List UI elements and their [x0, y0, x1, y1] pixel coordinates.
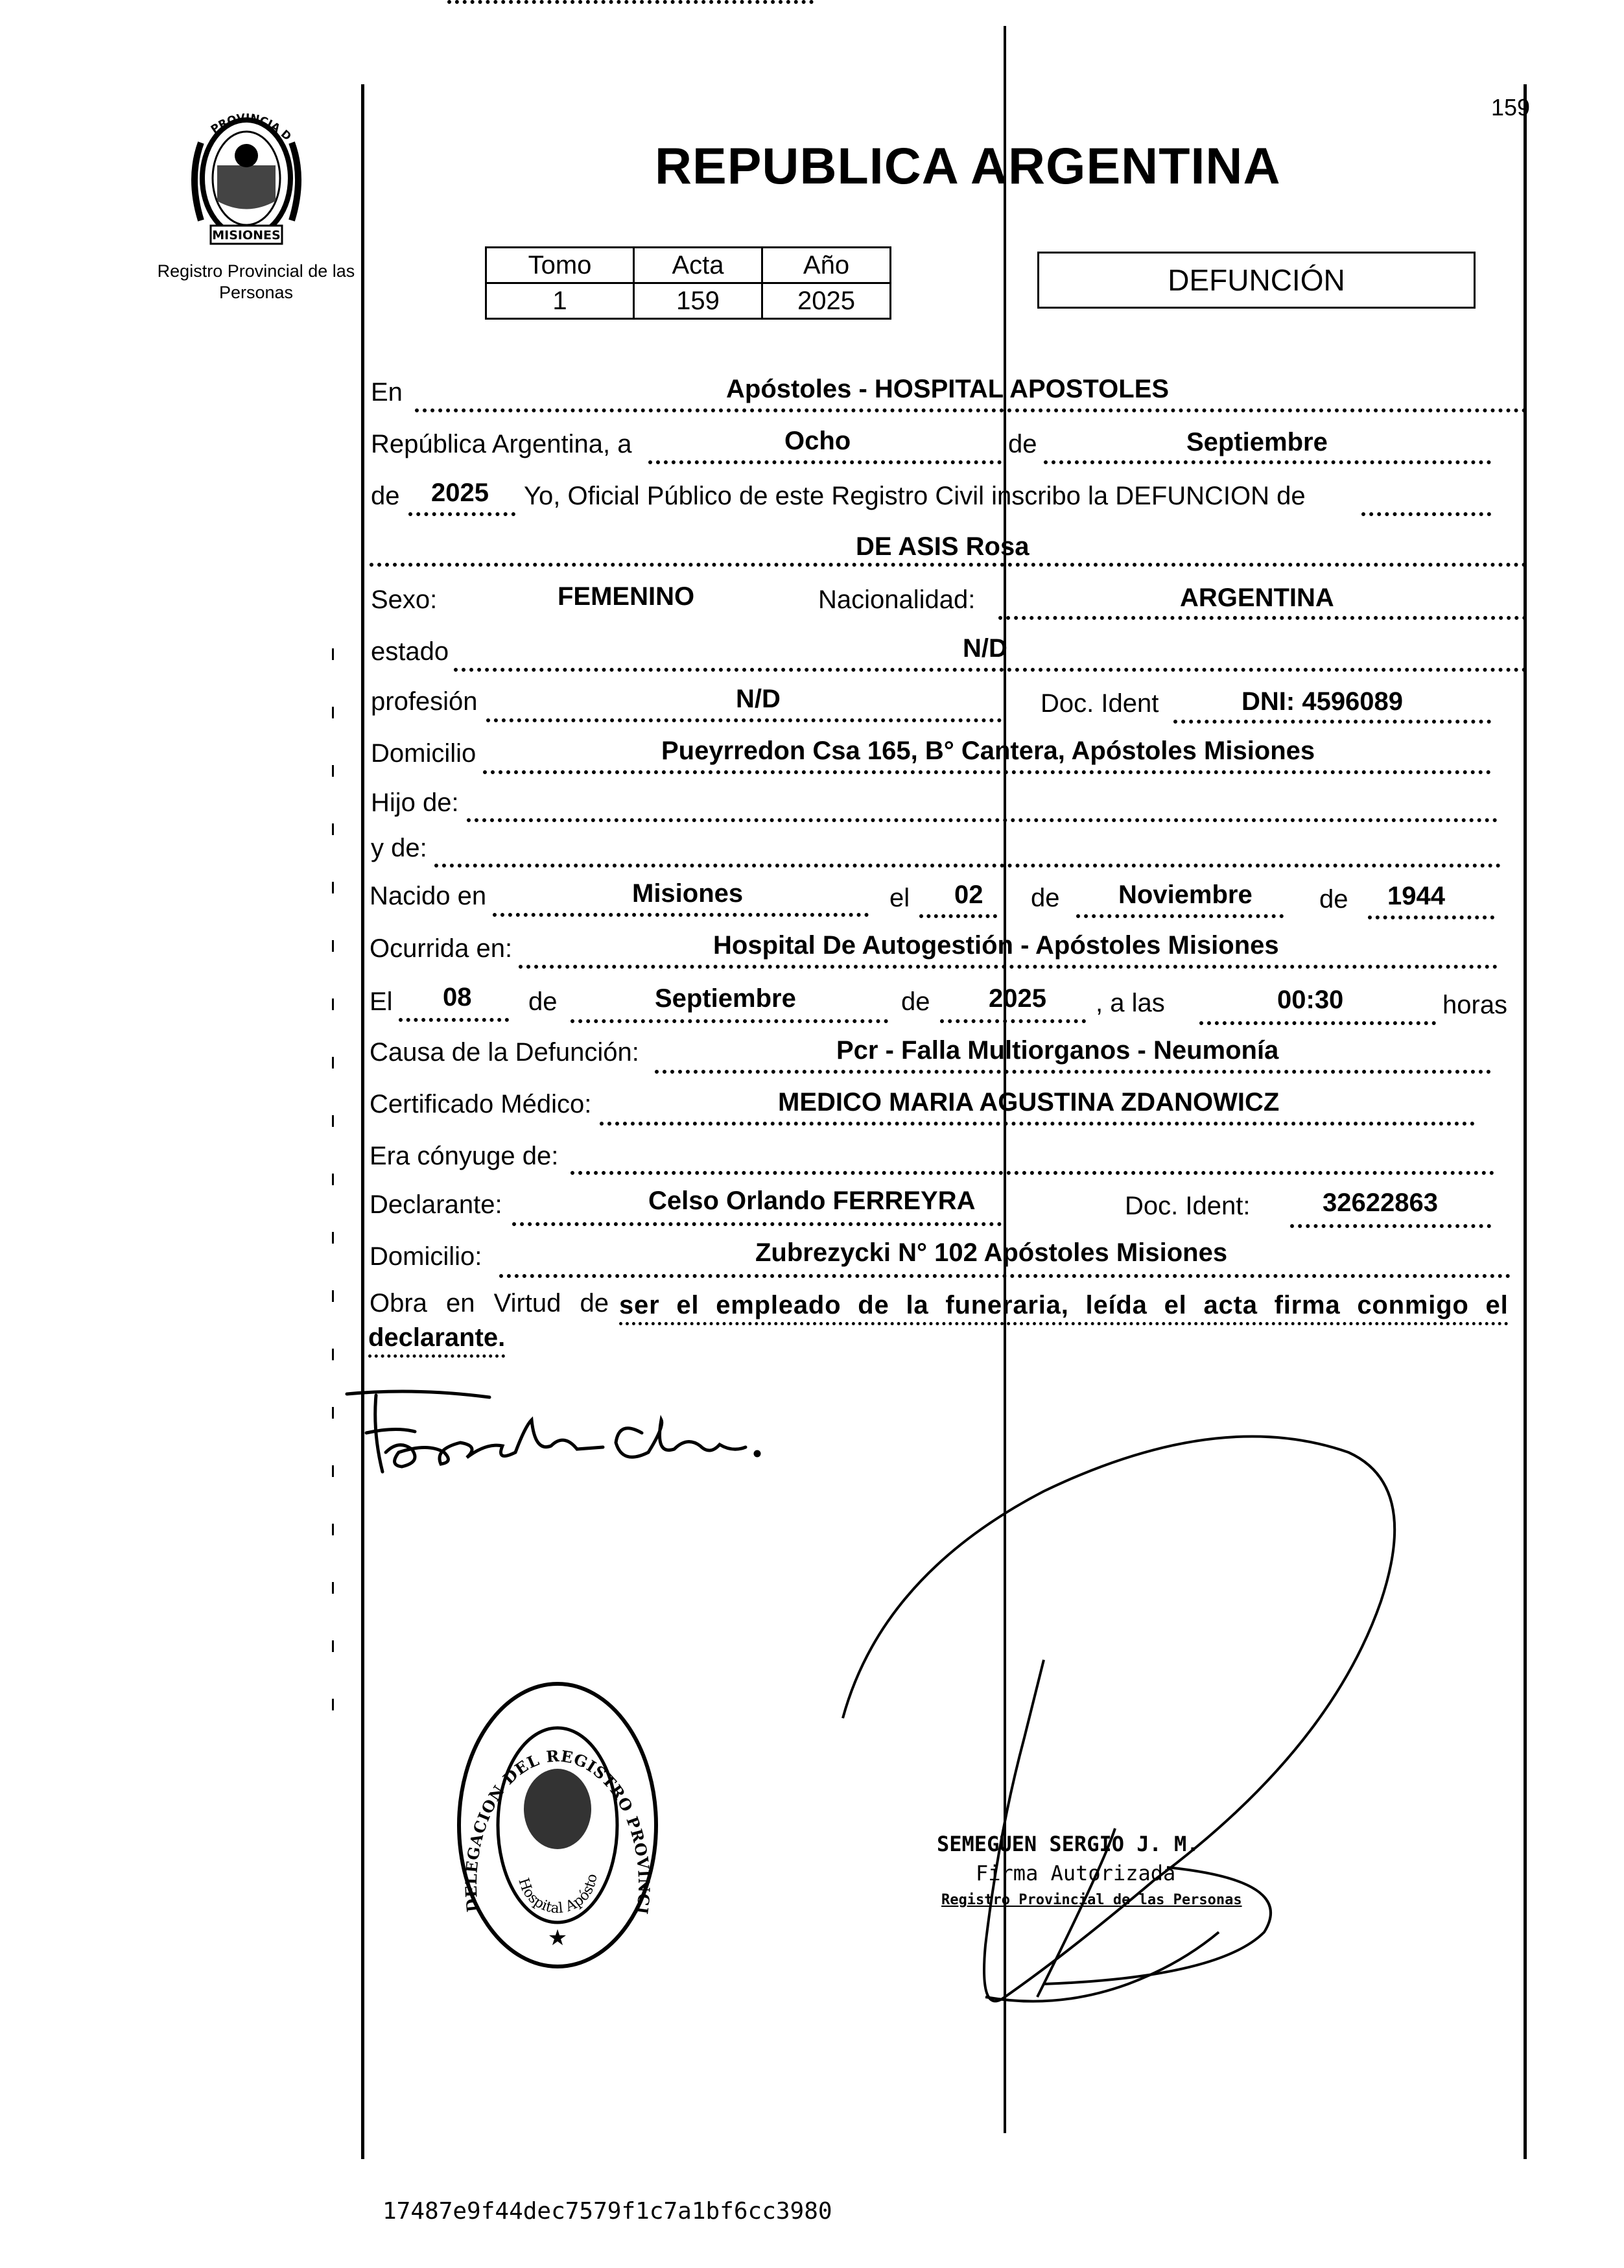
authorized-signature	[765, 1413, 1511, 2140]
en-dotted-line	[415, 408, 1527, 412]
right-margin-line	[1524, 84, 1527, 2159]
domicilio-label: Domicilio	[371, 739, 477, 768]
day-dotted-line	[648, 460, 1002, 464]
en-value: Apóstoles - HOSPITAL APOSTOLES	[726, 375, 1170, 403]
domicilio-value: Pueyrredon Csa 165, B° Cantera, Apóstoles Misiones	[661, 737, 1315, 765]
causa-dotted-line	[655, 1070, 1491, 1074]
logo-seal-bottom-text: MISIONES	[212, 228, 281, 242]
registry-value-anio: 2025	[762, 283, 891, 319]
conyuge-dotted-line	[571, 1171, 1494, 1175]
logo-seal-top-text: PROVINCIA D	[208, 112, 294, 144]
y-de-dotted-line	[434, 864, 1501, 868]
estado-value: N/D	[963, 634, 1007, 663]
nacido-en-value: Misiones	[632, 879, 744, 908]
stamp-inner-text: Hospital Apósto	[515, 1872, 601, 1917]
death-de1-label: de	[528, 987, 558, 1016]
obra-label: Obra en Virtud de	[370, 1289, 609, 1317]
declarante-label: Declarante:	[370, 1190, 502, 1219]
causa-value: Pcr - Falla Multiorganos - Neumonía	[836, 1036, 1279, 1065]
nacionalidad-dotted-line	[998, 616, 1527, 620]
declarante-domicilio-dotted-line	[499, 1274, 1511, 1278]
sexo-label: Sexo:	[371, 585, 438, 614]
declarante-value: Celso Orlando FERREYRA	[648, 1187, 976, 1215]
death-day-dotted-line	[399, 1018, 509, 1022]
conyuge-label: Era cónyuge de:	[370, 1142, 559, 1170]
official-name: SEMEGUEN SERGIO J. M.	[937, 1832, 1199, 1856]
registry-header-acta: Acta	[634, 248, 762, 283]
province-logo	[182, 104, 311, 253]
nacido-en-label: Nacido en	[370, 882, 487, 910]
nacionalidad-value: ARGENTINA	[1180, 584, 1334, 612]
left-margin-line	[361, 84, 364, 2159]
page-title: REPUBLICA ARGENTINA	[655, 137, 1281, 195]
causa-label: Causa de la Defunción:	[370, 1038, 639, 1067]
registry-header-tomo: Tomo	[486, 248, 634, 283]
death-el-label: El	[370, 987, 393, 1016]
declarante-domicilio-value: Zubrezycki N° 102 Apóstoles Misiones	[755, 1238, 1228, 1267]
document-type: DEFUNCIÓN	[1168, 263, 1345, 297]
month-value: Septiembre	[1186, 428, 1328, 456]
declarante-domicilio-label: Domicilio:	[370, 1242, 482, 1271]
declarante-dotted-line	[512, 1222, 1002, 1226]
birth-de1-label: de	[1031, 884, 1060, 912]
republica-label: República Argentina, a	[371, 430, 632, 458]
death-month-dotted-line	[571, 1019, 888, 1023]
inscription-text: Yo, Oficial Público de este Registro Civil inscribo la DEFUNCION de	[524, 482, 1306, 510]
ocurrida-dotted-line	[519, 965, 1498, 969]
year-prefix-label: de	[371, 482, 400, 510]
profesion-label: profesión	[371, 687, 478, 716]
domicilio-dotted-line	[483, 770, 1491, 774]
official-office: Registro Provincial de las Personas	[941, 1892, 1242, 1908]
birth-el-label: el	[889, 884, 910, 912]
doc-ident-dotted-line	[1173, 720, 1491, 724]
death-year-value: 2025	[989, 984, 1046, 1013]
birth-year-value: 1944	[1387, 882, 1445, 910]
y-de-label: y de:	[371, 834, 427, 862]
en-label: En	[371, 378, 403, 407]
document-type-box	[1037, 252, 1476, 309]
profesion-dotted-line	[486, 718, 1002, 722]
declarante-doc-value: 32622863	[1323, 1188, 1438, 1217]
scan-marks	[332, 648, 334, 1751]
stamp-star-icon: ★	[547, 1925, 568, 1951]
obra-value-line1: ser el empleado de la funeraria, leída el acta firma conmigo el	[619, 1292, 1509, 1325]
stamp-outer-text: DELEGACION DEL REGISTRO PROVINCI	[461, 1746, 654, 1917]
declarante-doc-label: Doc. Ident:	[1125, 1192, 1251, 1220]
year-value: 2025	[431, 478, 489, 507]
birth-day-value: 02	[954, 880, 983, 909]
registry-value-acta: 159	[634, 283, 762, 319]
death-de2-label: de	[901, 987, 930, 1016]
estado-label: estado	[371, 637, 449, 666]
ocurrida-value: Hospital De Autogestión - Apóstoles Misiones	[713, 931, 1279, 960]
doc-ident-value: DNI: 4596089	[1242, 687, 1404, 716]
estado-dotted-line	[454, 668, 1527, 672]
horas-label: horas	[1442, 991, 1508, 1019]
certificado-value: MEDICO MARIA AGUSTINA ZDANOWICZ	[778, 1088, 1280, 1116]
obra-value-line2: declarante.	[368, 1325, 505, 1358]
declarant-signature	[337, 1381, 778, 1478]
death-time-value: 00:30	[1277, 986, 1344, 1014]
document-hash: 17487e9f44dec7579f1c7a1bf6cc3980	[382, 2198, 832, 2225]
month-de-label: de	[1008, 430, 1037, 458]
inscription-dotted-line	[1361, 512, 1491, 516]
certificado-label: Certificado Médico:	[370, 1090, 592, 1118]
birth-month-value: Noviembre	[1118, 880, 1253, 909]
deceased-name: DE ASIS Rosa	[856, 532, 1030, 561]
sexo-dotted-line	[447, 0, 814, 4]
registry-oval-stamp	[454, 1679, 661, 1971]
logo-caption: Registro Provincial de las Personas	[157, 261, 355, 302]
declarante-doc-dotted-line	[1290, 1224, 1491, 1228]
birth-de2-label: de	[1319, 885, 1348, 914]
ocurrida-label: Ocurrida en:	[370, 934, 513, 963]
birth-year-dotted-line	[1368, 915, 1494, 919]
nacionalidad-label: Nacionalidad:	[818, 585, 976, 614]
registry-header-anio: Año	[762, 248, 891, 283]
day-words-value: Ocho	[784, 427, 851, 455]
hijo-de-dotted-line	[467, 818, 1498, 822]
registry-table	[485, 246, 891, 320]
doc-ident-label: Doc. Ident	[1041, 689, 1159, 718]
registry-value-tomo: 1	[486, 283, 634, 319]
sexo-value: FEMENINO	[558, 582, 695, 611]
a-las-label: , a las	[1096, 989, 1165, 1017]
birth-day-dotted-line	[919, 914, 997, 918]
death-time-dotted-line	[1199, 1021, 1436, 1025]
certificado-dotted-line	[600, 1122, 1475, 1126]
year-dotted-line	[408, 512, 515, 516]
death-day-value: 08	[443, 983, 472, 1011]
profesion-value: N/D	[736, 685, 781, 713]
birth-month-dotted-line	[1076, 914, 1284, 918]
death-year-dotted-line	[940, 1019, 1086, 1023]
month-dotted-line	[1044, 460, 1491, 464]
hijo-de-label: Hijo de:	[371, 788, 459, 817]
official-role: Firma Autorizada	[976, 1861, 1176, 1885]
death-month-value: Septiembre	[655, 984, 796, 1013]
page-number: 159	[1491, 94, 1531, 121]
deceased-dotted-line	[370, 563, 1527, 567]
nacido-en-dotted-line	[493, 913, 869, 917]
